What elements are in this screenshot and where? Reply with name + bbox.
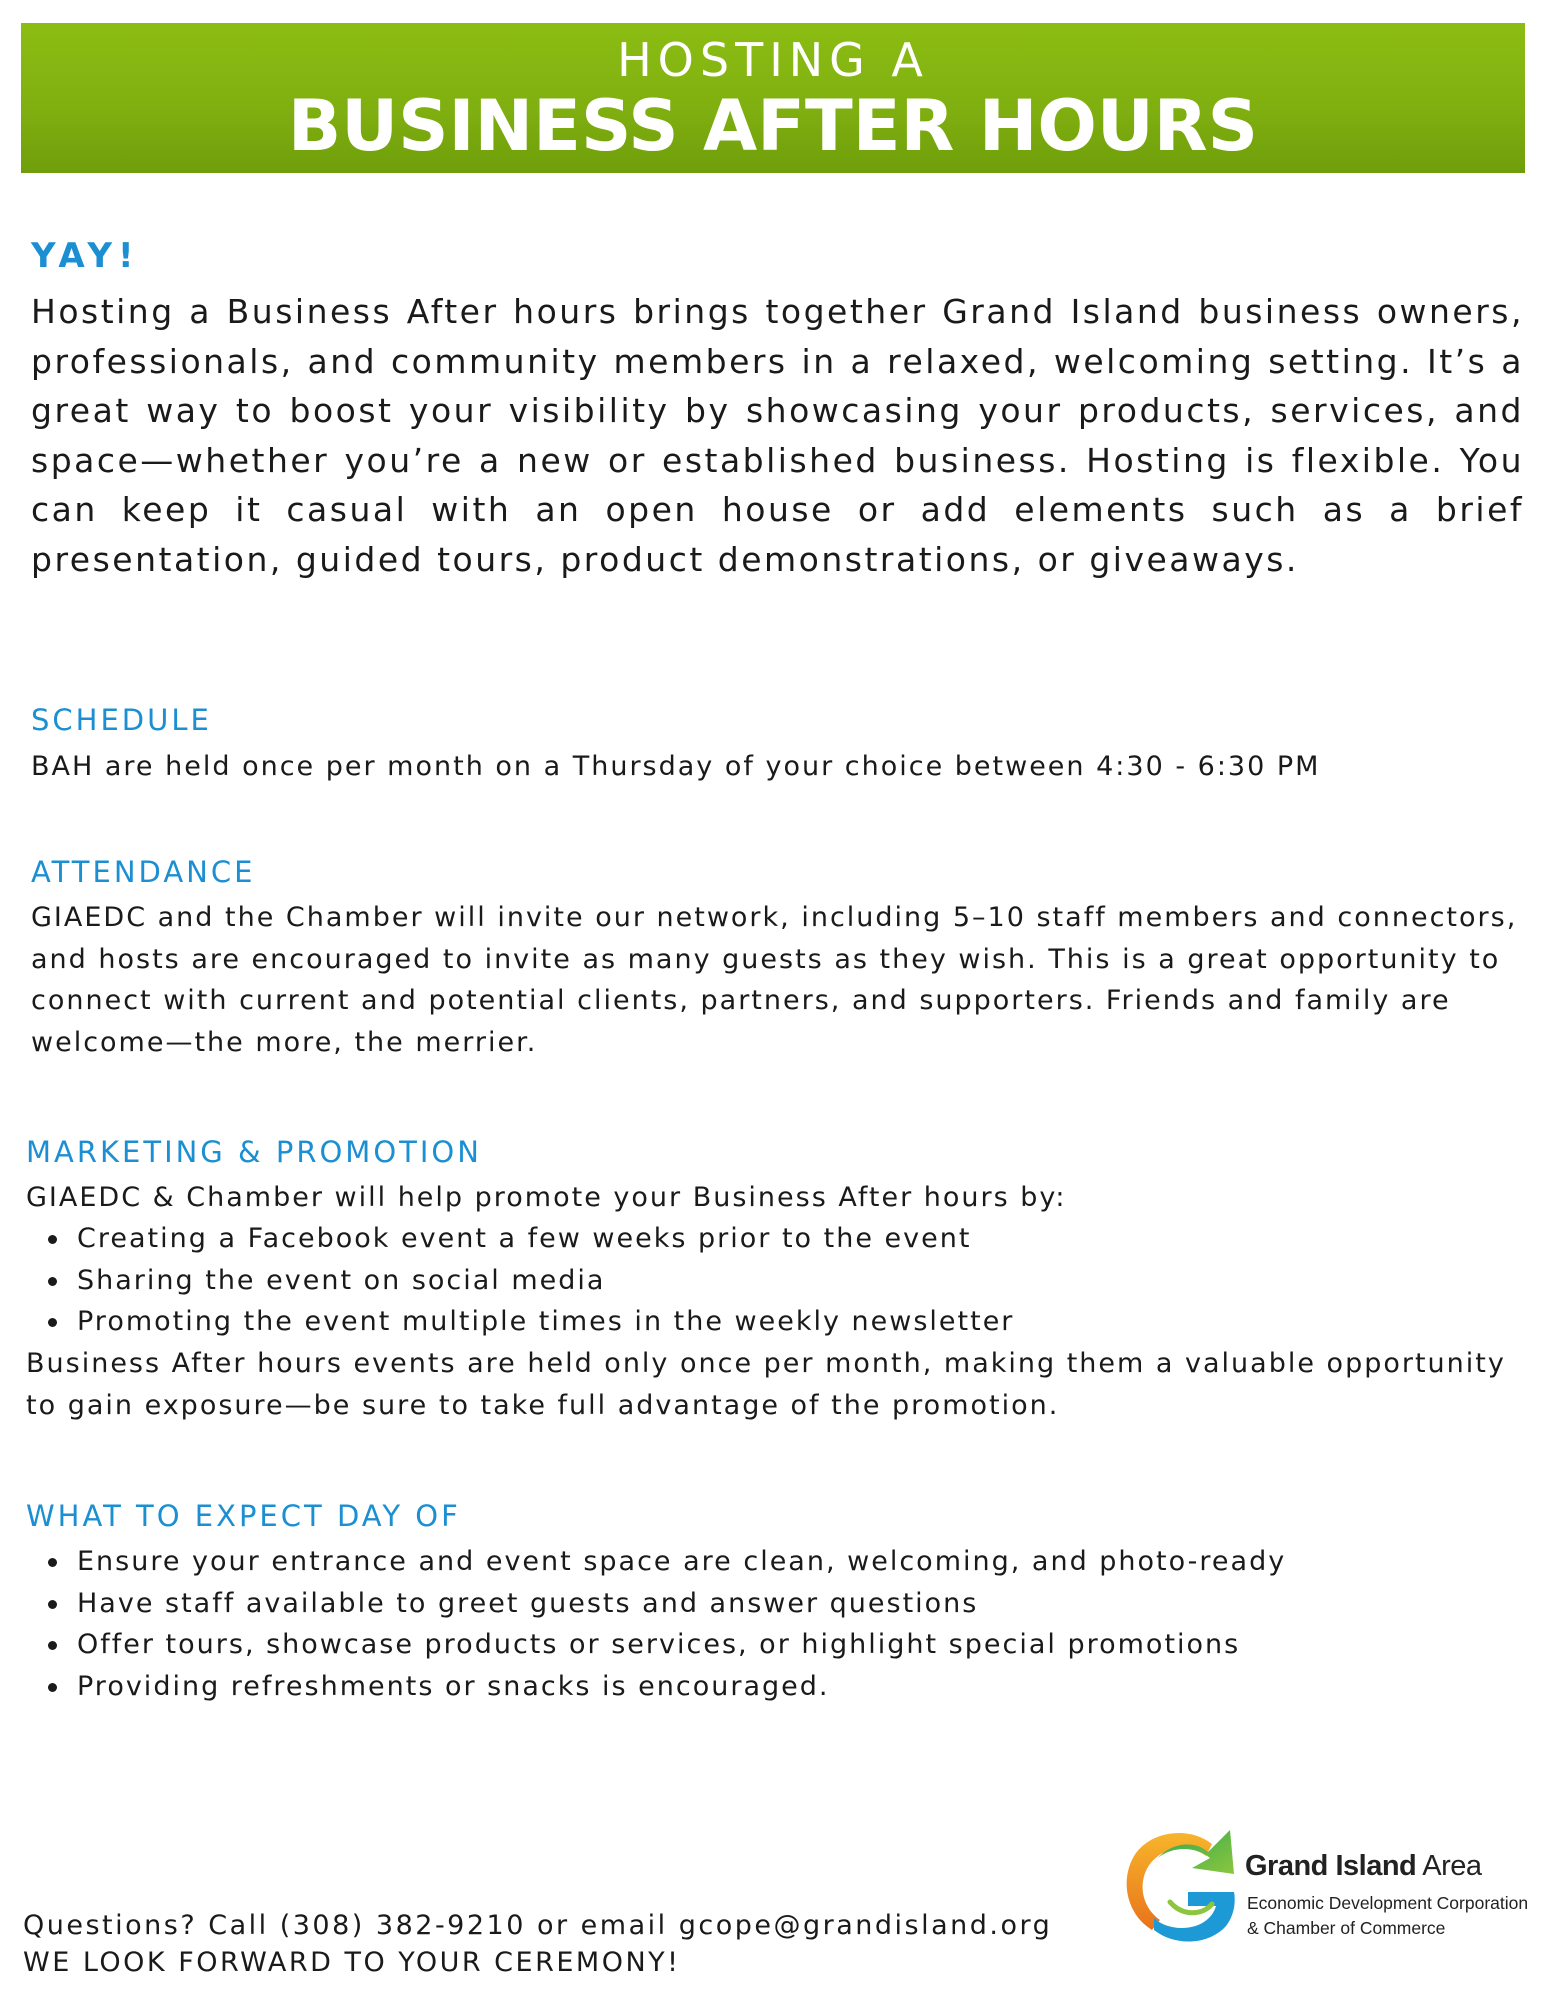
attendance-text: GIAEDC and the Chamber will invite our network, including 5–10 staff members and connectors, and hosts are encouraged to invite as many guests as they wish. This is a great opportunity to connect with current and potential clients, partners, and supporters. Friends and family are welcome—the more, the merrier.	[31, 902, 1518, 1058]
schedule-heading: SCHEDULE	[31, 703, 212, 737]
contact-line: Questions? Call (308) 382-9210 or email gcope@grandisland.org	[23, 1910, 1053, 1941]
list-item: Promoting the event multiple times in the weekly newsletter	[26, 1301, 1516, 1343]
header-banner	[21, 23, 1525, 173]
list-item: Have staff available to greet guests and answer questions	[26, 1583, 1516, 1625]
logo-subtitle-1: Economic Development Corporation	[1247, 1893, 1529, 1913]
marketing-closing: Business After hours events are held only once per month, making them a valuable opportunity to gain exposure—be sure to take full advantage of the promotion.	[26, 1348, 1506, 1421]
intro-paragraph: Hosting a Business After hours brings together Grand Island business owners, professionals, and community members in a relaxed, welcoming setting. It’s a great way to boost your visibility by showcasing your products, services, and space—whether you’re a new or established business. Hosting is flexible. You can keep it casual with an open house or add elements such as a brief presentation, guided tours, product demonstrations, or giveaways.	[31, 292, 1524, 579]
schedule-text: BAH are held once per month on a Thursday of your choice between 4:30 - 6:30 PM	[31, 751, 1321, 782]
marketing-lead: GIAEDC & Chamber will help promote your Business After hours by:	[26, 1182, 1067, 1213]
attendance-heading: ATTENDANCE	[31, 855, 256, 889]
list-item: Offer tours, showcase products or services, or highlight special promotions	[26, 1624, 1516, 1666]
header-title: BUSINESS AFTER HOURS	[287, 85, 1259, 167]
logo-name: Grand Island Area	[1245, 1850, 1482, 1882]
closing-line: WE LOOK FORWARD TO YOUR CEREMONY!	[23, 1947, 681, 1978]
day-of-list	[26, 1541, 1516, 1707]
logo-subtitle-2: & Chamber of Commerce	[1247, 1918, 1446, 1938]
list-item: Sharing the event on social media	[26, 1260, 1516, 1302]
header-kicker: HOSTING A	[617, 33, 929, 87]
list-item: Providing refreshments or snacks is encouraged.	[26, 1666, 1516, 1708]
day-of-heading: WHAT TO EXPECT DAY OF	[26, 1499, 461, 1533]
list-item: Creating a Facebook event a few weeks prior to the event	[26, 1218, 1516, 1260]
marketing-heading: MARKETING & PROMOTION	[26, 1135, 482, 1169]
list-item: Ensure your entrance and event space are clean, welcoming, and photo-ready	[26, 1541, 1516, 1583]
intro-heading: YAY!	[31, 236, 140, 276]
marketing-list	[26, 1218, 1516, 1343]
